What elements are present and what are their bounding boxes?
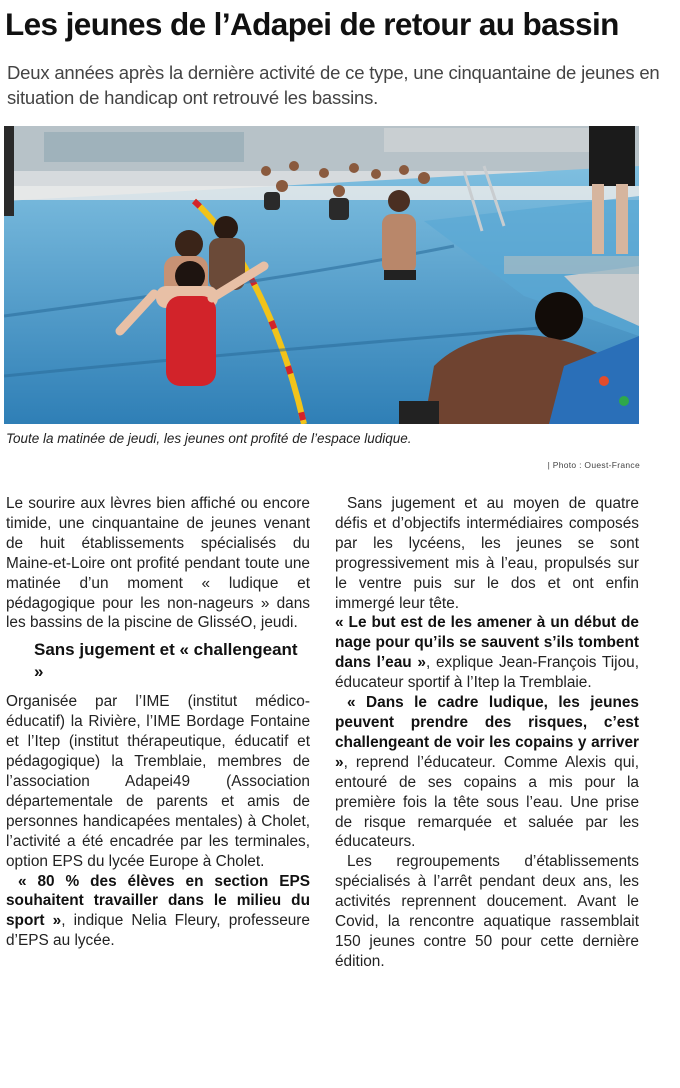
paragraph-text: , explique Jean-François Tijou, éducateur sportif à l’Itep la Tremblaie. [335,654,639,692]
paragraph [335,693,639,852]
quote: « Le but est de les amener à un début de nage pour qu’ils se sauvent s’ils tombent dans l’eau » [335,614,639,672]
article-column-right [335,494,639,972]
paragraph [6,872,310,952]
subheadline: Deux années après la dernière activité de ce type, une cinquantaine de jeunes en situation de handicap ont retrouvé les bassins. [7,62,660,108]
paragraph: Organisée par l’IME (institut médico-éducatif) la Rivière, l’IME Bordage Fontaine et l’Itep (institut thérapeutique, éducatif et pédagogique) la Tremblaie, membres de l’association Adapei49 (Association départementale de parents et amis de personnes handicapées mentales) à Cholet, l’activité a été encadrée par les terminales, option EPS du lycée Europe à Cholet. [6,693,310,870]
headline: Les jeunes de l’Adapei de retour au bassin [5,6,619,42]
pool-photo [4,126,639,424]
photo-caption: Toute la matinée de jeudi, les jeunes ont profité de l’espace ludique. [6,431,412,446]
paragraph: Le sourire aux lèvres bien affiché ou encore timide, une cinquantaine de jeunes venant de huit établissements spécialisés du Maine-et-Loire ont profité pendant toute une matinée d’un moment « ludique et pédagogique pour les non-nageurs » dans les bassins de la piscine de GlisséO, jeudi. [6,495,310,632]
paragraph [335,613,639,693]
paragraph: Sans jugement et au moyen de quatre défis et d’objectifs intermédiaires composés par les lycéens, les jeunes se sont progressivement mis à l’eau, propulsés sur le ventre puis sur le dos et ont enfin immergé leur tête. [335,495,639,612]
paragraph-text: , indique Nelia Fleury, professeure d’EPS au lycée. [6,912,310,950]
quote: « 80 % des élèves en section EPS souhaitent travailler dans le milieu du sport » [6,872,310,930]
paragraph-text: , reprend l’éducateur. Comme Alexis qui, entouré de ses copains a mis pour la première fois la tête sous l’eau. Une prise de risque remarquée et saluée par les éducateurs. [335,753,639,851]
photo-credit: | Photo : Ouest-France [547,460,640,470]
paragraph: Les regroupements d’établissements spécialisés à l’arrêt pendant deux ans, les activités reprennent doucement. Avant le Covid, la rencontre aquatique rassemblait 150 jeunes contre 50 pour cette dernière édition. [335,853,639,970]
article-column-left [6,494,310,951]
quote: « Dans le cadre ludique, les jeunes peuvent prendre des risques, c’est challengeant de voir les copains y arriver » [335,694,639,771]
intertitle: Sans jugement et « challengeant » [34,640,298,682]
